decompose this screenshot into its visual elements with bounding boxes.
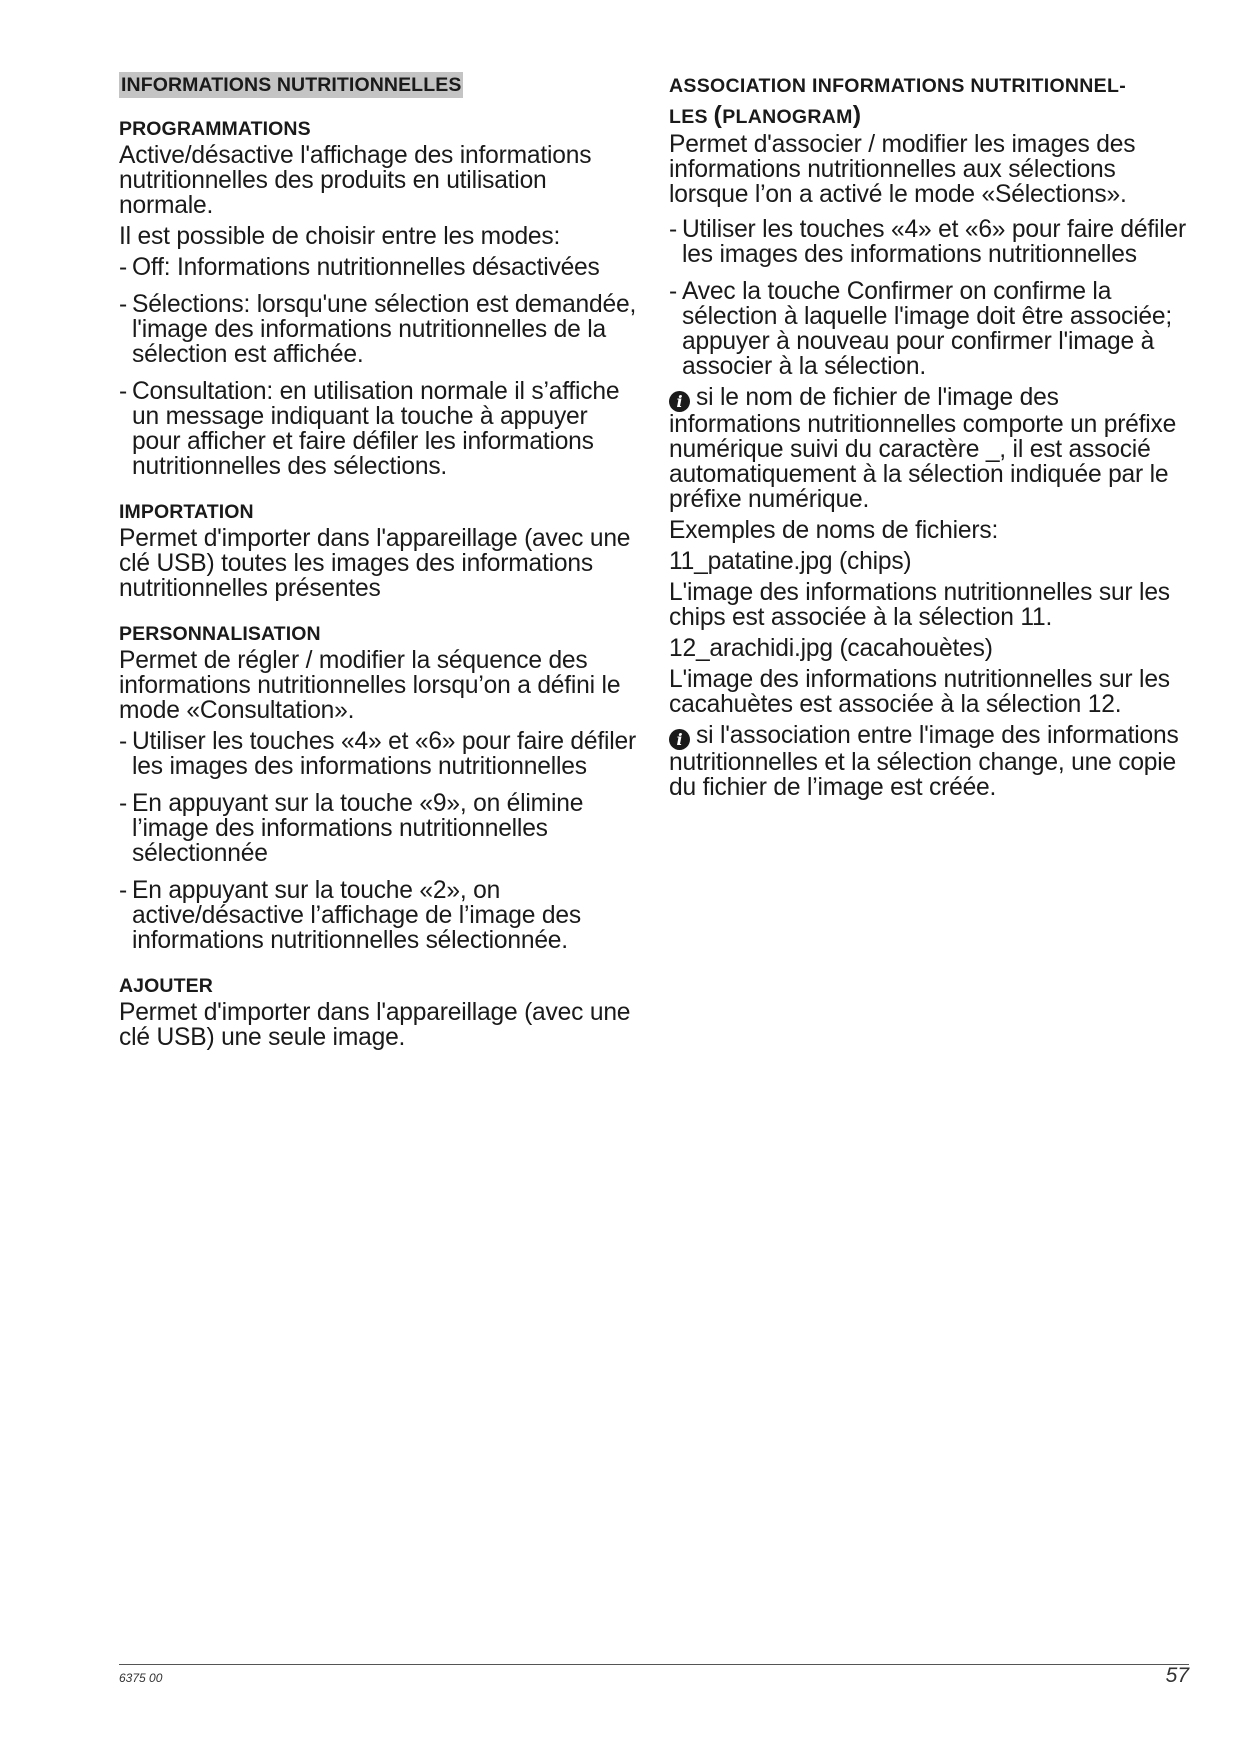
left-column bbox=[119, 72, 639, 1056]
example-2-file: 12_arachidi.jpg (cacahouètes) bbox=[669, 635, 993, 662]
association-title-line2a: LES bbox=[669, 106, 714, 128]
association-title-line2b: PLANOGRAM bbox=[722, 106, 853, 128]
info-note-1 bbox=[669, 385, 1194, 512]
paren-open: ( bbox=[713, 101, 723, 129]
association-title bbox=[669, 72, 1194, 132]
section-title-personnalisation: PERSONNALISATION bbox=[119, 623, 321, 645]
right-column bbox=[669, 72, 1194, 806]
paren-close: ) bbox=[852, 101, 862, 129]
bullet-item: - Avec la touche Confirmer on confirme la sélection à laquelle l'image doit être associée; appuyer à nouveau pour confirmer l'image à associer à la sélection. bbox=[669, 278, 1172, 380]
section-title-programmations: PROGRAMMATIONS bbox=[119, 118, 311, 140]
programmations-text-2: Il est possible de choisir entre les modes: bbox=[119, 223, 561, 250]
bullet-item: - En appuyant sur la touche «2», on active/désactive l’affichage de l’image des informations nutritionnelles sélectionnée. bbox=[119, 877, 581, 954]
section-title-ajouter: AJOUTER bbox=[119, 975, 213, 997]
bullet-text: En appuyant sur la touche «9», on élimine l’image des informations nutritionnelles sélectionnée bbox=[132, 790, 584, 867]
programmations-text-1: Active/désactive l'affichage des informations nutritionnelles des produits en utilisation normale. bbox=[119, 142, 592, 219]
bullet-text: Utiliser les touches «4» et «6» pour faire défiler les images des informations nutritionnelles bbox=[132, 728, 637, 780]
info-note-2-text: si l'association entre l'image des informations nutritionnelles et la sélection change, une copie du fichier de l’image est créée. bbox=[669, 722, 1179, 801]
examples-title: Exemples de noms de fichiers: bbox=[669, 517, 999, 544]
section-title-importation: IMPORTATION bbox=[119, 501, 254, 523]
importation-text: Permet d'importer dans l'appareillage (avec une clé USB) toutes les images des informations nutritionnelles présentes bbox=[119, 525, 631, 602]
footer-divider bbox=[119, 1664, 1189, 1665]
bullet-item: - En appuyant sur la touche «9», on élimine l’image des informations nutritionnelles sélectionnée bbox=[119, 790, 584, 867]
bullet-text: Consultation: en utilisation normale il s’affiche un message indiquant la touche à appuyer pour afficher et faire défiler les informations nutritionnelles des sélections. bbox=[132, 378, 620, 480]
info-icon: i bbox=[669, 729, 690, 750]
ajouter-text: Permet d'importer dans l'appareillage (avec une clé USB) une seule image. bbox=[119, 999, 631, 1051]
info-note-2 bbox=[669, 723, 1194, 800]
example-2-desc: L'image des informations nutritionnelles sur les cacahuètes est associée à la sélection 12. bbox=[669, 666, 1170, 718]
bullet-text: En appuyant sur la touche «2», on active/désactive l’affichage de l’image des informations nutritionnelles sélectionnée. bbox=[132, 877, 581, 954]
bullet-text: Avec la touche Confirmer on confirme la sélection à laquelle l'image doit être associée; appuyer à nouveau pour confirmer l'image à associer à la sélection. bbox=[682, 278, 1172, 380]
bullet-item: - Off: Informations nutritionnelles désactivées bbox=[119, 254, 600, 281]
bullet-text: Utiliser les touches «4» et «6» pour faire défiler les images des informations nutritionnelles bbox=[682, 216, 1187, 268]
personnalisation-text: Permet de régler / modifier la séquence des informations nutritionnelles lorsqu’on a défini le mode «Consultation». bbox=[119, 647, 621, 724]
example-1-desc: L'image des informations nutritionnelles sur les chips est associée à la sélection 11. bbox=[669, 579, 1170, 631]
info-icon: i bbox=[669, 391, 690, 412]
footer-doc-code: 6375 00 bbox=[119, 1671, 163, 1685]
example-1-file: 11_patatine.jpg (chips) bbox=[669, 548, 912, 575]
bullet-item: - Consultation: en utilisation normale il s’affiche un message indiquant la touche à appuyer pour afficher et faire défiler les informations nutritionnelles des sélections. bbox=[119, 378, 620, 480]
bullet-text: Sélections: lorsqu'une sélection est demandée, l'image des informations nutritionnelles de la sélection est affichée. bbox=[132, 291, 637, 368]
association-title-line1: ASSOCIATION INFORMATIONS NUTRITIONNEL- bbox=[669, 75, 1126, 97]
bullet-item: - Utiliser les touches «4» et «6» pour faire défiler les images des informations nutritionnelles bbox=[669, 216, 1187, 268]
association-text: Permet d'associer / modifier les images des informations nutritionnelles aux sélections lorsque l’on a activé le mode «Sélections». bbox=[669, 131, 1136, 208]
info-note-1-text: si le nom de fichier de l'image des informations nutritionnelles comporte un préfixe numérique suivi du caractère _, il est associé automatiquement à la sélection indiquée par le préfixe numérique. bbox=[669, 384, 1177, 513]
bullet-text: Off: Informations nutritionnelles désactivées bbox=[132, 254, 600, 281]
main-title: INFORMATIONS NUTRITIONNELLES bbox=[121, 74, 462, 96]
bullet-item: - Sélections: lorsqu'une sélection est demandée, l'image des informations nutritionnelles de la sélection est affichée. bbox=[119, 291, 637, 368]
bullet-item: - Utiliser les touches «4» et «6» pour faire défiler les images des informations nutritionnelles bbox=[119, 728, 637, 780]
page-number: 57 bbox=[1165, 1664, 1189, 1687]
